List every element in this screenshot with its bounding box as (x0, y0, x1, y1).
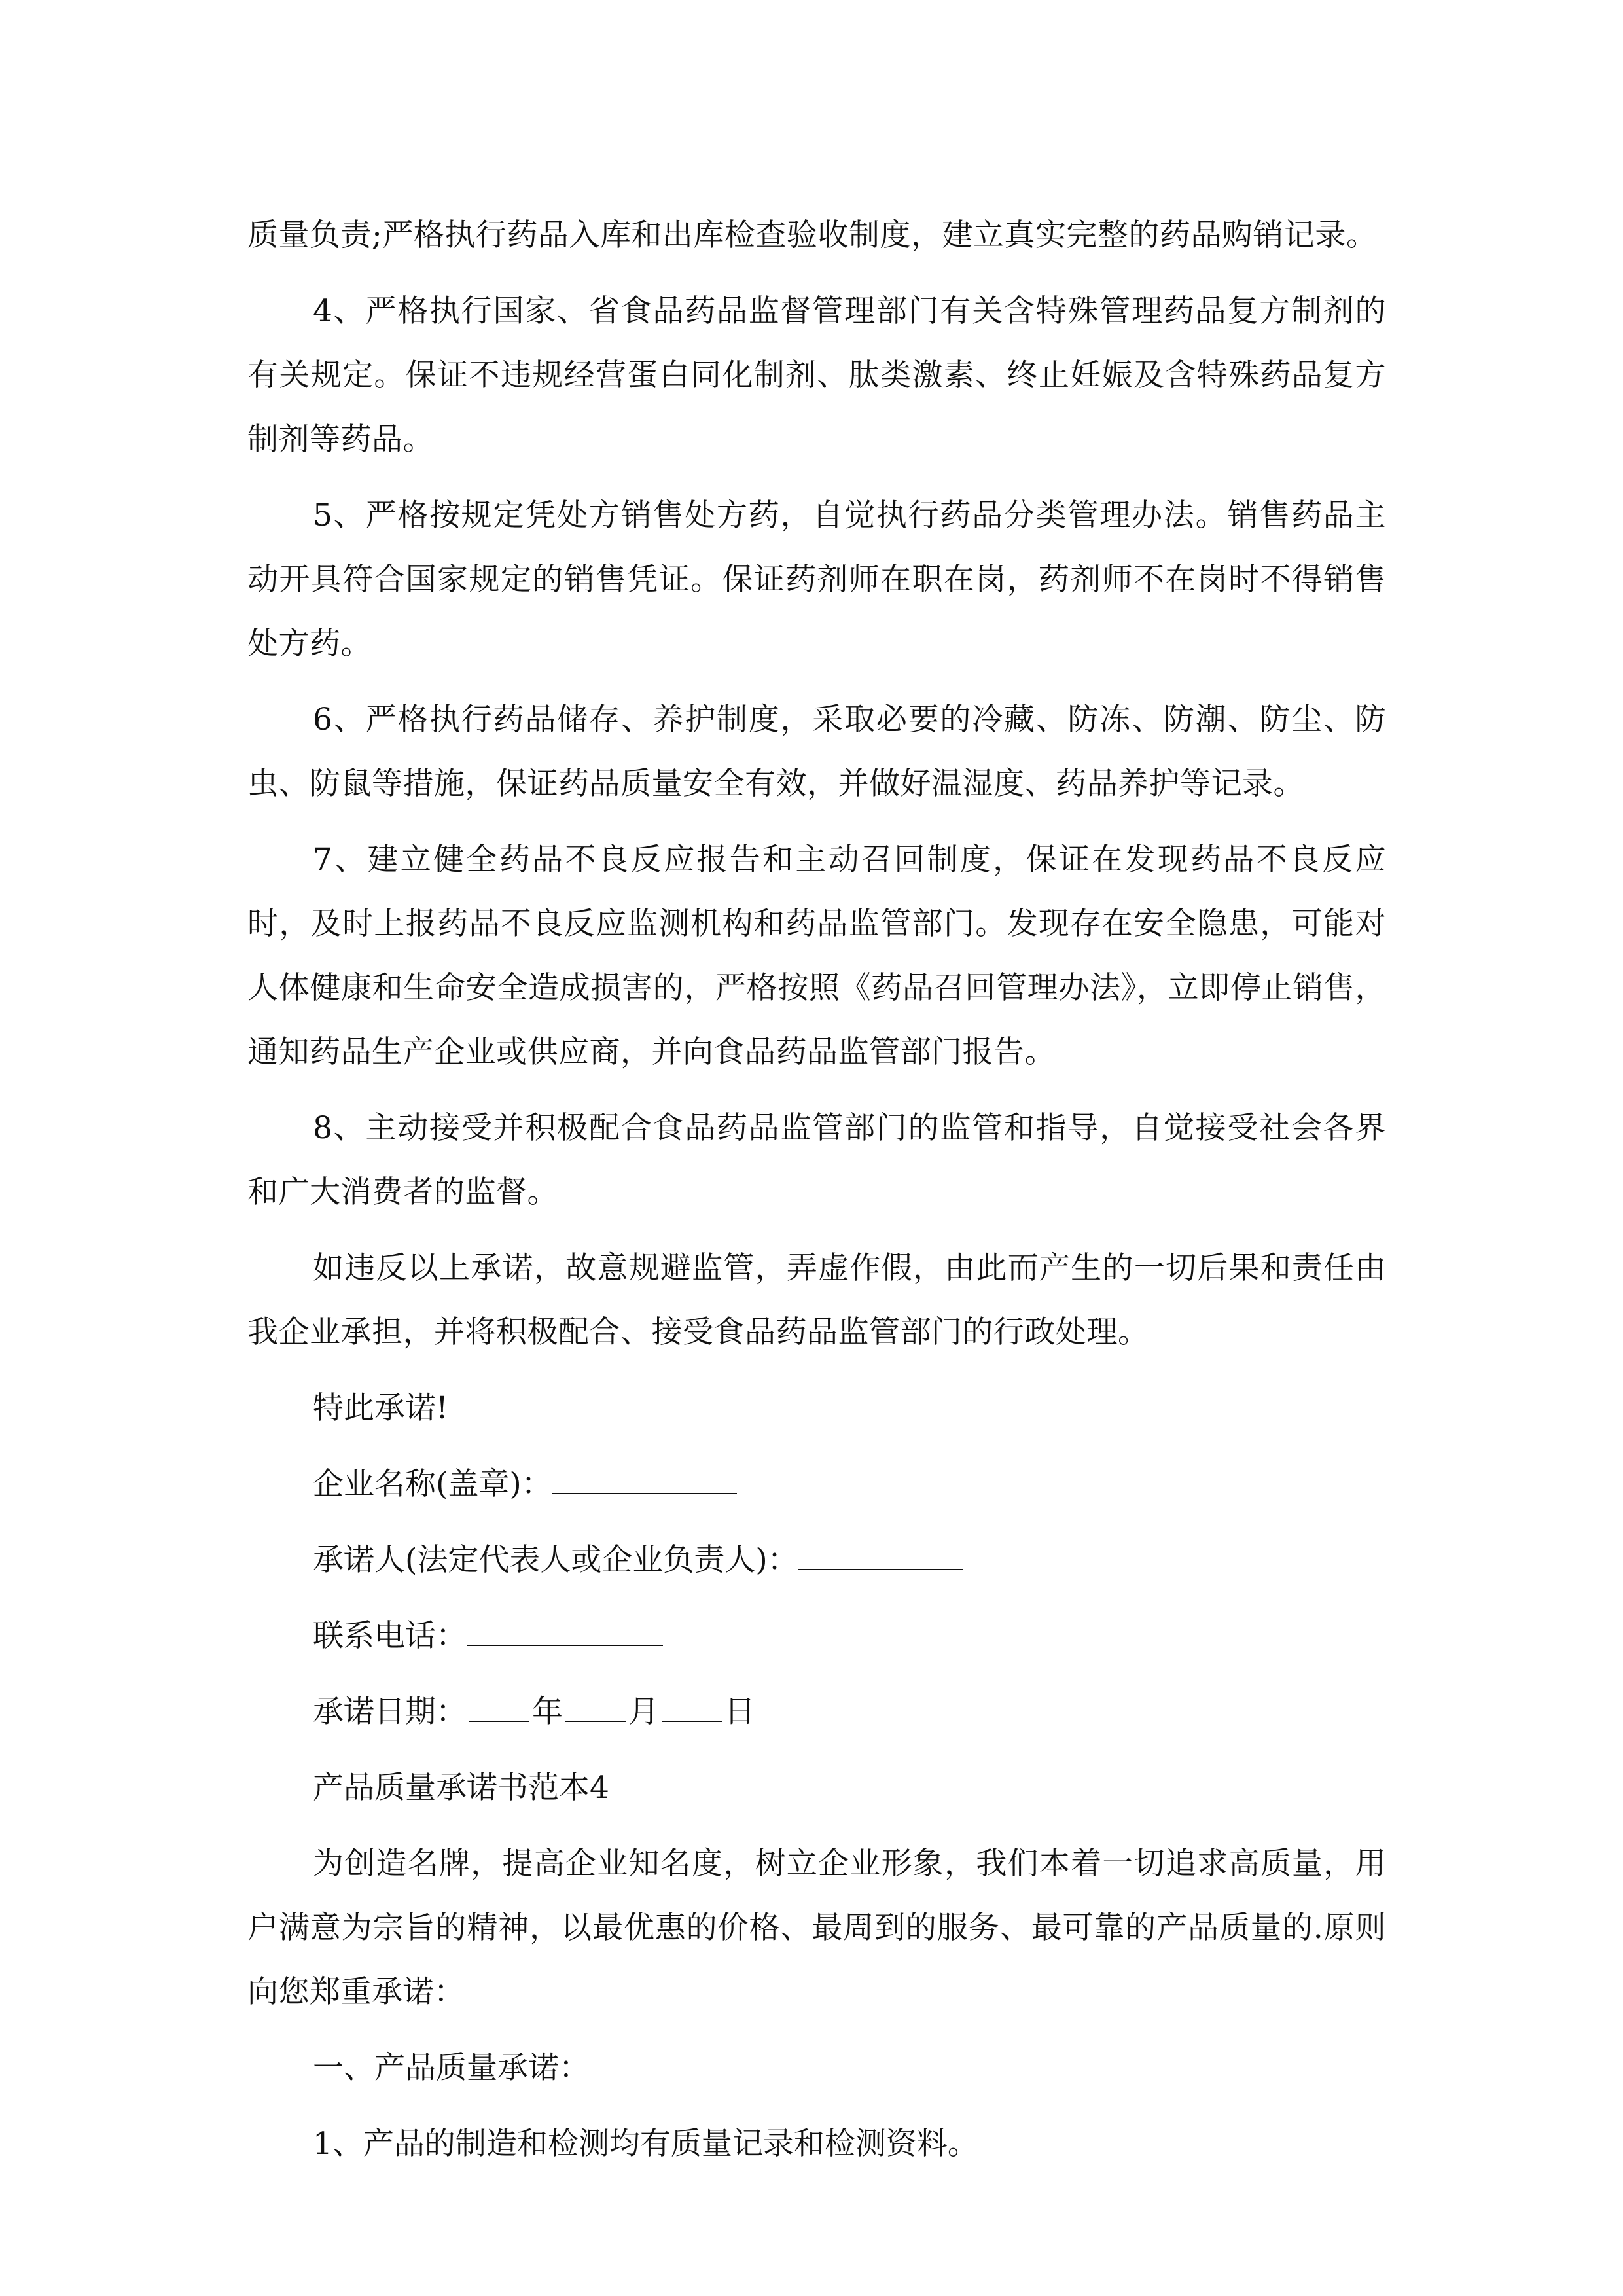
closing-statement (247, 1376, 1386, 1441)
paragraph-intro: 为创造名牌，提高企业知名度，树立企业形象，我们本着一切追求高质量，用户满意为宗旨的精神，以最优惠的价格、最周到的服务、最可靠的产品质量的.原则向您郑重承诺： (247, 1846, 1386, 2010)
list-item-1 (247, 2112, 1386, 2176)
document-body (247, 204, 1386, 2188)
date-label: 承诺日期： (313, 1694, 467, 1730)
paragraph-violation: 如违反以上承诺，故意规避监管，弄虚作假，由此而产生的一切后果和责任由我企业承担，并将积极配合、接受食品药品监管部门的行政处理。 (247, 1250, 1386, 1350)
date-field (247, 1680, 1386, 1744)
promisor-label: 承诺人(法定代表人或企业负责人)： (313, 1542, 798, 1578)
year-blank (469, 1688, 529, 1722)
year-label: 年 (532, 1694, 563, 1730)
heading-product-quality-text: 一、产品质量承诺： (313, 2050, 590, 2086)
paragraph-continued: 质量负责;严格执行药品入库和出库检查验收制度，建立真实完整的药品购销记录。 (247, 217, 1378, 253)
section-title (247, 1756, 1386, 1820)
day-label: 日 (724, 1694, 755, 1730)
company-name-field (247, 1452, 1386, 1516)
phone-blank (467, 1612, 663, 1646)
phone-label: 联系电话： (313, 1618, 467, 1654)
paragraph-item-4: 4、严格执行国家、省食品药品监督管理部门有关含特殊管理药品复方制剂的有关规定。保证不违规经营蛋白同化制剂、肽类激素、终止妊娠及含特殊药品复方制剂等药品。 (247, 293, 1386, 457)
month-label: 月 (628, 1694, 659, 1730)
company-name-blank (552, 1460, 737, 1494)
company-name-label: 企业名称(盖章)： (313, 1466, 552, 1502)
month-blank (565, 1688, 626, 1722)
paragraph-item-7: 7、建立健全药品不良反应报告和主动召回制度，保证在发现药品不良反应时，及时上报药品不良反应监测机构和药品监管部门。发现存在安全隐患，可能对人体健康和生命安全造成损害的，严格按照《药品召回管理办法》，立即停止销售，通知药品生产企业或供应商，并向食品药品监管部门报告。 (247, 842, 1386, 1070)
closing-text: 特此承诺! (313, 1390, 448, 1426)
heading-product-quality (247, 2036, 1386, 2100)
paragraph-item-5: 5、严格按规定凭处方销售处方药，自觉执行药品分类管理办法。销售药品主动开具符合国家规定的销售凭证。保证药剂师在职在岗，药剂师不在岗时不得销售处方药。 (247, 497, 1386, 662)
phone-field (247, 1604, 1386, 1668)
promisor-blank (798, 1536, 963, 1570)
day-blank (662, 1688, 722, 1722)
list-item-1-text: 1、产品的制造和检测均有质量记录和检测资料。 (313, 2126, 978, 2162)
promisor-field (247, 1528, 1386, 1592)
section-title-text: 产品质量承诺书范本4 (313, 1770, 609, 1806)
paragraph-item-8: 8、主动接受并积极配合食品药品监管部门的监管和指导，自觉接受社会各界和广大消费者的监督。 (247, 1110, 1386, 1210)
paragraph-item-6: 6、严格执行药品储存、养护制度，采取必要的冷藏、防冻、防潮、防尘、防虫、防鼠等措施，保证药品质量安全有效，并做好温湿度、药品养护等记录。 (247, 702, 1386, 802)
